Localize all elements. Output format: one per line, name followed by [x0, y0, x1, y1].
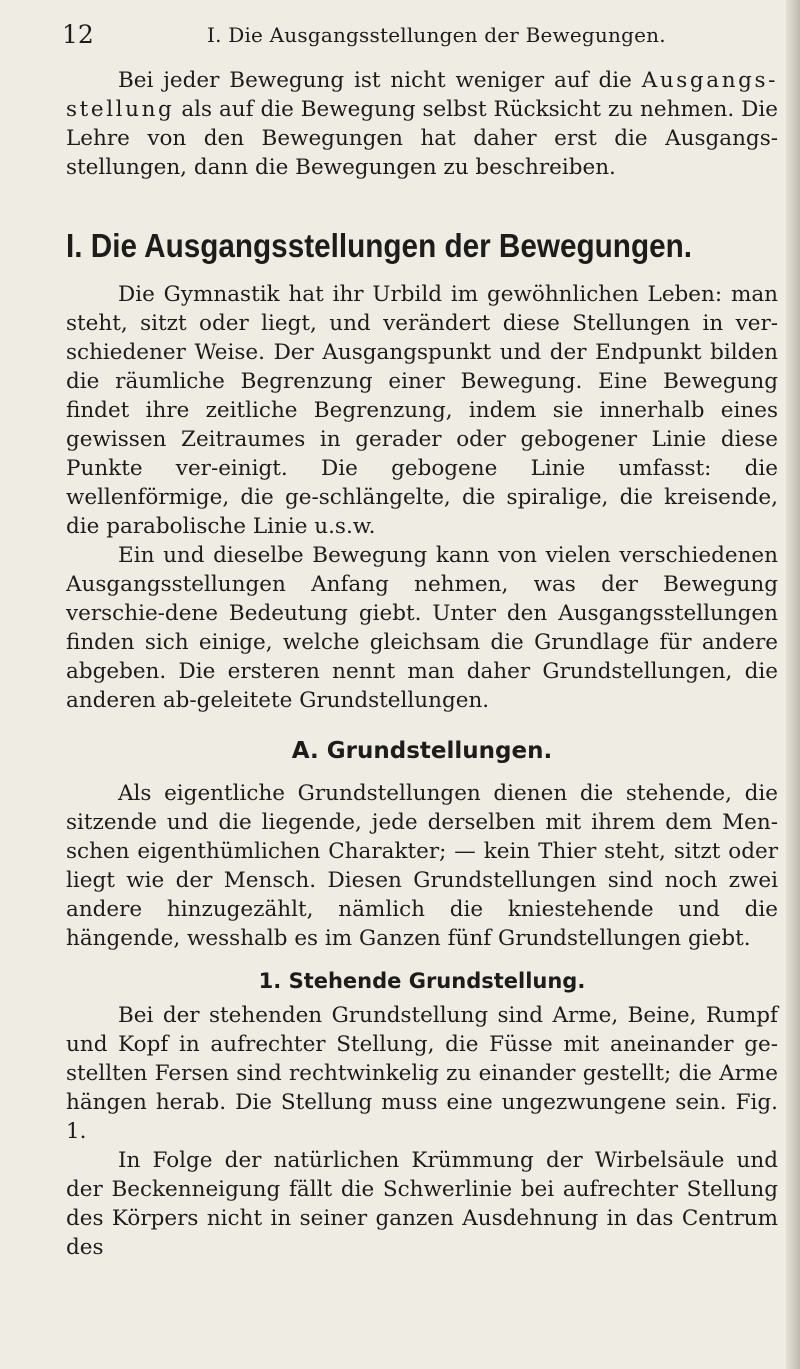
item-title: 1. Stehende Grundstellung.	[258, 969, 586, 993]
page-header	[62, 14, 762, 54]
section-title: I. Die Ausgangsstellungen der Bewegungen.	[66, 227, 692, 264]
running-head: I. Die Ausgangsstellungen der Bewegungen.	[207, 23, 666, 47]
page-content	[66, 66, 778, 1262]
subsection-title: A. Grundstellungen.	[291, 738, 553, 764]
section-paragraph-2: Ein und dieselbe Bewegung kann von vielen verschiedenen Ausgangsstellungen Anfang nehmen, was der Bewegung verschie-dene Bedeutung giebt. Unter den Ausgangsstellungen finden sich einige, welche gleichsam die Grundlage für andere abgeben. Die ersteren nennt man daher Grundstellungen, die anderen ab-geleitete Grundstellungen.	[66, 543, 778, 713]
intro-paragraph	[66, 66, 778, 182]
subsection-paragraph: Als eigentliche Grundstellungen dienen die stehende, die sitzende und die liegende, jede derselben mit ihrem dem Men-schen eigenthümlichen Charakter; — kein Thier steht, sitzt oder liegt wie der Mensch. Diesen Grundstellungen sind noch zwei andere hinzugezählt, nämlich die kniestehende und die hängende, wesshalb es im Ganzen fünf Grundstellungen giebt.	[66, 781, 778, 951]
page-number: 12	[62, 20, 94, 49]
section-paragraph-1: Die Gymnastik hat ihr Urbild im gewöhnlichen Leben: man steht, sitzt oder liegt, und verändert diese Stellungen in ver-schiedener Weise. Der Ausgangspunkt und der Endpunkt bilden die räumliche Begrenzung einer Bewegung. Eine Bewegung findet ihre zeitliche Begrenzung, indem sie innerhalb eines gewissen Zeitraumes in gerader oder gebogener Linie diese Punkte ver-einigt. Die gebogene Linie umfasst: die wellenförmige, die ge-schlängelte, die spiralige, die kreisende, die parabolische Linie u.s.w.	[66, 282, 778, 539]
intro-rest: als auf die Bewegung selbst Rücksicht zu nehmen. Die Lehre von den Bewegungen hat daher erst die Ausgangs-stellungen, dann die Bewegungen zu beschreiben.	[66, 97, 778, 180]
item-paragraph-1: Bei der stehenden Grundstellung sind Arme, Beine, Rumpf und Kopf in aufrechter Stellung, die Füsse mit aneinander ge-stellten Fersen sind rechtwinkelig zu einander gestellt; die Arme hängen herab. Die Stellung muss eine ungezwungene sein. Fig. 1.	[66, 1003, 778, 1144]
item-paragraph-2: In Folge der natürlichen Krümmung der Wirbelsäule und der Beckenneigung fällt die Schwerlinie bei aufrechter Stellung des Körpers nicht in seiner ganzen Ausdehnung in das Centrum des	[66, 1148, 778, 1260]
intro-lead: Bei jeder Bewegung ist nicht weniger auf die	[118, 68, 642, 93]
intro-spaced-term: Ausgangs-stellung	[66, 68, 778, 122]
page-edge-shadow	[786, 0, 800, 1369]
